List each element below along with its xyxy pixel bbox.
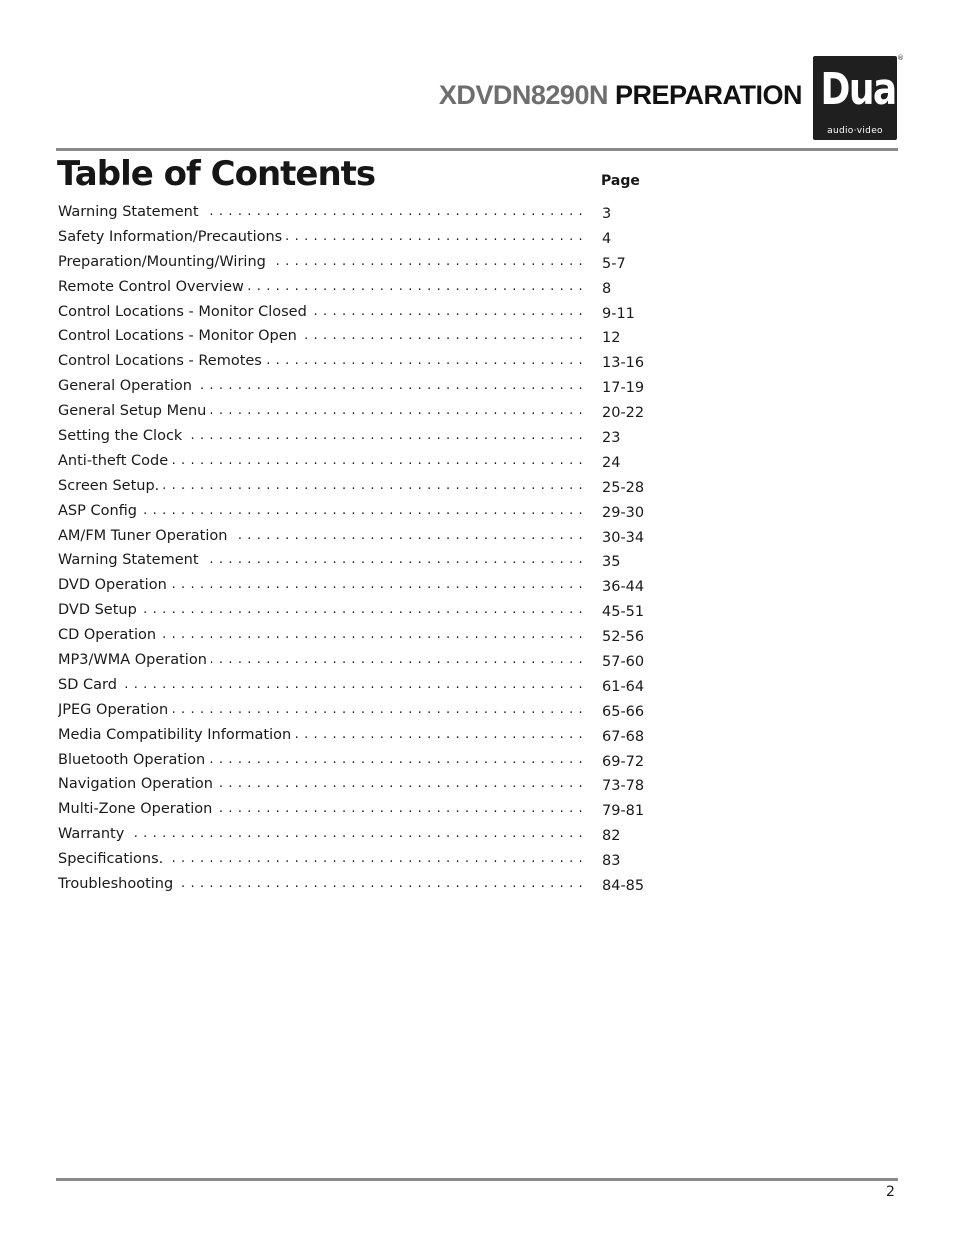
toc-entry[interactable]	[58, 673, 658, 698]
toc-entry-label	[58, 424, 588, 449]
toc-entry-pages: 83	[602, 853, 621, 870]
toc-entry[interactable]	[58, 200, 658, 225]
toc-entry-text: AM/FM Tuner Operation	[58, 528, 231, 544]
toc-entry-text: Warranty	[58, 826, 128, 842]
toc-entry-label	[58, 548, 588, 573]
toc-entry-pages: 3	[602, 206, 612, 222]
toc-entry-pages: 61-64	[602, 678, 645, 695]
toc-entry-text: ASP Config	[58, 503, 141, 519]
toc-entry-text: Warning Statement	[58, 204, 203, 220]
toc-entry-text: Control Locations - Monitor Open	[58, 328, 301, 344]
toc-entry-label	[58, 300, 588, 325]
toc-entry[interactable]	[58, 573, 658, 598]
toc-entry-label	[58, 797, 588, 822]
toc-entry-text: Bluetooth Operation	[58, 752, 209, 768]
toc-entry-pages: 17-19	[602, 380, 645, 397]
toc-entry-label	[58, 847, 588, 872]
toc-entry-pages: 35	[602, 554, 621, 571]
toc-entry-label	[58, 723, 588, 748]
toc-entry-label	[58, 399, 588, 424]
toc-entry-pages: 30-34	[602, 529, 645, 546]
toc-entry-pages: 69-72	[602, 753, 645, 770]
toc-entry[interactable]	[58, 275, 658, 300]
toc-entry-label	[58, 822, 588, 847]
toc-entry-pages: 73-78	[602, 778, 645, 795]
toc-entry-text: Control Locations - Monitor Closed	[58, 304, 311, 320]
toc-entry-label	[58, 673, 588, 698]
toc-entry[interactable]	[58, 250, 658, 275]
toc-entry[interactable]	[58, 772, 658, 797]
toc-entry-text: Warning Statement	[58, 552, 203, 568]
toc-entry-pages: 82	[602, 828, 621, 845]
toc-entry[interactable]	[58, 723, 658, 748]
toc-entry-pages: 67-68	[602, 728, 645, 745]
top-divider	[56, 148, 898, 151]
toc-entry-pages: 12	[602, 330, 621, 347]
toc-entry[interactable]	[58, 797, 658, 822]
toc-entry-text: Control Locations - Remotes	[58, 353, 266, 369]
toc-entry-label	[58, 250, 588, 275]
toc-entry-pages: 8	[602, 280, 612, 297]
toc-entry-pages: 29-30	[602, 504, 645, 521]
toc-entry-label	[58, 623, 588, 648]
toc-entry[interactable]	[58, 548, 658, 573]
toc-entry-text: Remote Control Overview	[58, 279, 248, 295]
toc-entry-pages: 52-56	[602, 629, 645, 646]
toc-entry-text: Multi-Zone Operation	[58, 801, 216, 817]
toc-entry[interactable]	[58, 300, 658, 325]
toc-entry-label	[58, 598, 588, 623]
toc-entry[interactable]	[58, 847, 658, 872]
toc-entry-label	[58, 524, 588, 549]
toc-entry-label	[58, 573, 588, 598]
toc-entry-text: Anti-theft Code	[58, 453, 172, 469]
toc-entry[interactable]	[58, 499, 658, 524]
toc-entry[interactable]	[58, 598, 658, 623]
toc-entry-pages: 4	[602, 230, 612, 247]
toc-entry[interactable]	[58, 424, 658, 449]
toc-entry[interactable]	[58, 822, 658, 847]
toc-entry-text: CD Operation	[58, 627, 160, 643]
toc-entry[interactable]	[58, 623, 658, 648]
toc-entry-label	[58, 648, 588, 673]
toc-entry-pages: 84-85	[602, 878, 645, 895]
toc-entry-label	[58, 225, 588, 250]
toc-entry-label	[58, 772, 588, 797]
toc-entry-label	[58, 449, 588, 474]
toc-entry-pages: 79-81	[602, 803, 645, 820]
toc-entry-text: MP3/WMA Operation	[58, 652, 211, 668]
toc-entry-text: SD Card	[58, 677, 121, 693]
toc-entry[interactable]	[58, 748, 658, 773]
toc-entry[interactable]	[58, 449, 658, 474]
toc-entry[interactable]	[58, 225, 658, 250]
header-section: PREPARATION	[614, 80, 802, 110]
toc-entry-pages: 57-60	[602, 654, 645, 671]
toc-entry-label	[58, 748, 588, 773]
toc-entry-pages: 36-44	[602, 579, 645, 596]
toc-entry-pages: 23	[602, 430, 621, 447]
toc-entry-pages: 13-16	[602, 355, 645, 372]
page-number: 2	[886, 1184, 895, 1200]
toc-list	[58, 200, 658, 897]
brand-logo	[813, 56, 907, 140]
toc-entry-text: Troubleshooting	[58, 876, 177, 892]
toc-entry-label	[58, 349, 588, 374]
toc-entry-pages: 24	[602, 454, 621, 471]
toc-entry-text: Media Compatibility Information	[58, 727, 295, 743]
toc-entry-pages: 65-66	[602, 703, 645, 720]
toc-entry-text: Screen Setup.	[58, 478, 163, 494]
toc-entry[interactable]	[58, 474, 658, 499]
toc-entry[interactable]	[58, 399, 658, 424]
toc-entry-label	[58, 499, 588, 524]
toc-entry-label	[58, 474, 588, 499]
toc-entry-pages: 45-51	[602, 604, 645, 621]
toc-entry-text: General Setup Menu	[58, 403, 210, 419]
toc-entry-pages: 9-11	[602, 305, 635, 322]
toc-entry-label	[58, 374, 588, 399]
toc-entry-label	[58, 275, 588, 300]
toc-entry-text: General Operation	[58, 378, 196, 394]
toc-entry[interactable]	[58, 872, 658, 897]
toc-entry-label	[58, 200, 588, 225]
bottom-divider	[56, 1178, 898, 1181]
toc-entry[interactable]	[58, 698, 658, 723]
logo-word: Dual	[820, 64, 907, 115]
header-title	[439, 80, 802, 111]
toc-entry-text: Setting the Clock	[58, 428, 186, 444]
page-column-heading: Page	[601, 173, 640, 189]
logo-subtitle: audio·video	[827, 126, 883, 136]
toc-entry-label	[58, 872, 588, 897]
toc-entry-label	[58, 324, 588, 349]
toc-entry-pages: 20-22	[602, 405, 645, 422]
toc-entry-pages: 5-7	[602, 255, 626, 272]
toc-entry-text: JPEG Operation	[58, 702, 172, 718]
toc-entry-text: Navigation Operation	[58, 776, 217, 792]
header-model: XDVDN8290N	[438, 80, 608, 110]
toc-entry[interactable]	[58, 524, 658, 549]
toc-entry[interactable]	[58, 349, 658, 374]
toc-entry-text: DVD Operation	[58, 577, 171, 593]
toc-entry-text: Safety Information/Precautions	[58, 229, 286, 245]
registered-mark: ®	[897, 54, 904, 62]
toc-entry-pages: 25-28	[602, 479, 645, 496]
toc-entry-text: Specifications.	[58, 851, 167, 867]
toc-entry-label	[58, 698, 588, 723]
toc-entry-text: DVD Setup	[58, 602, 141, 618]
toc-entry[interactable]	[58, 374, 658, 399]
toc-entry[interactable]	[58, 324, 658, 349]
page-title: Table of Contents	[57, 154, 376, 194]
toc-entry-text: Preparation/Mounting/Wiring	[58, 254, 270, 270]
toc-entry[interactable]	[58, 648, 658, 673]
